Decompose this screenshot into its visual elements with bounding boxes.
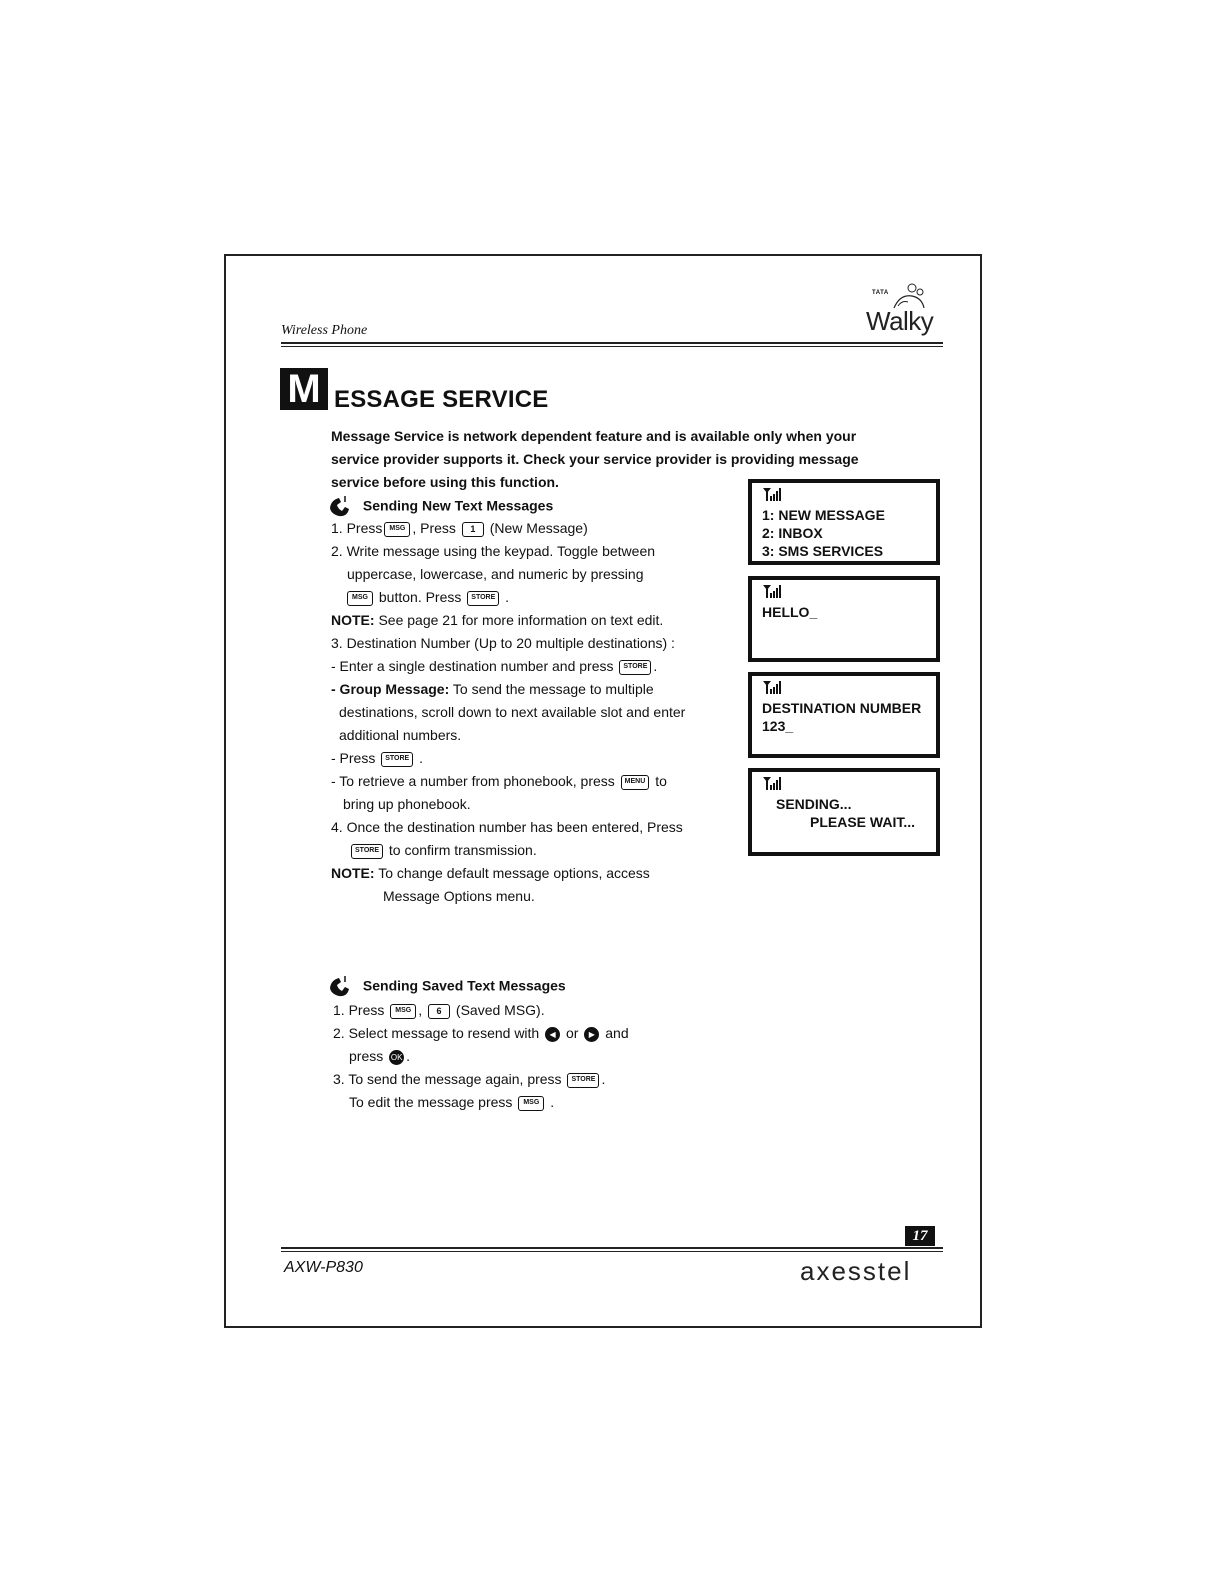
new-step-4-line-2 — [349, 842, 537, 859]
saved-step-3-2b: . — [550, 1094, 555, 1110]
saved-step-2-line-2 — [349, 1048, 410, 1065]
store-key: STORE — [467, 591, 499, 606]
msg-key: MSG — [347, 591, 373, 606]
right-arrow-icon: ▶ — [584, 1027, 599, 1042]
new-step-2-line-1: 2. Write message using the keypad. Toggle between — [331, 543, 656, 559]
signal-icon — [762, 584, 926, 603]
retrieve-line-2: bring up phonebook. — [343, 796, 471, 812]
sending-saved-heading — [327, 974, 566, 1000]
retrieve-text: - To retrieve a number from phonebook, press — [331, 773, 615, 789]
signal-icon — [762, 680, 926, 699]
logo-tata-text: TATA — [872, 290, 889, 296]
note-2-label: NOTE: — [331, 865, 375, 881]
saved-step-3 — [333, 1071, 605, 1088]
retrieve-to: to — [655, 773, 667, 789]
sending-new-title: Sending New Text Messages — [362, 497, 554, 514]
screen-1-line-2: 2: INBOX — [762, 525, 823, 541]
note-1-label: NOTE: — [331, 612, 375, 628]
screen-3-line-1: DESTINATION NUMBER — [762, 700, 922, 716]
new-step-3: 3. Destination Number (Up to 20 multiple destinations) : — [331, 635, 675, 651]
sending-new-heading — [327, 494, 553, 520]
msg-key: MSG — [390, 1004, 416, 1019]
ok-key: OK — [389, 1050, 404, 1065]
logo-walky-text: Walky — [866, 306, 934, 336]
new-step-2-c: button. Press — [378, 589, 462, 605]
screen-1-line-1: 1: NEW MESSAGE — [762, 507, 885, 523]
new-step-3-single-text: - Enter a single destination number and press — [331, 658, 614, 674]
menu-key: MENU — [621, 775, 650, 790]
msg-key: MSG — [384, 522, 410, 537]
saved-step-2 — [333, 1025, 629, 1042]
store-key: STORE — [567, 1073, 599, 1088]
group-message — [331, 681, 654, 697]
saved-step-2-or: or — [566, 1025, 579, 1041]
saved-step-3-a: 3. To send the message again, press — [333, 1071, 562, 1087]
press-store-b: . — [419, 750, 424, 766]
note-2-line-2: Message Options menu. — [383, 888, 535, 904]
saved-step-3-line-2 — [349, 1094, 554, 1111]
screen-2-line-1: HELLO_ — [762, 604, 818, 620]
group-message-line-3: additional numbers. — [339, 727, 462, 743]
page-title: ESSAGE SERVICE — [334, 386, 549, 413]
saved-step-1-sep: , — [418, 1002, 423, 1018]
press-store — [331, 750, 423, 767]
screen-compose — [748, 576, 940, 662]
new-step-2-line-2: uppercase, lowercase, and numeric by pressing — [347, 566, 644, 582]
phone-handset-icon — [327, 974, 353, 1000]
saved-step-3-b: . — [601, 1071, 606, 1087]
saved-step-1 — [333, 1002, 545, 1019]
footer-rule — [281, 1247, 943, 1249]
model-number: AXW-P830 — [284, 1259, 363, 1276]
screen-sending — [748, 768, 940, 856]
signal-icon — [762, 487, 926, 506]
screen-1-line-3: 3: SMS SERVICES — [762, 543, 884, 559]
header-title: Wireless Phone — [281, 323, 368, 338]
store-key: STORE — [381, 752, 413, 767]
footer-rule-thin — [281, 1251, 943, 1252]
key-6: 6 — [428, 1004, 450, 1019]
new-step-4-b: to confirm transmission. — [388, 842, 537, 858]
press-store-a: - Press — [331, 750, 376, 766]
intro-line-1: Message Service is network dependent feature and is available only when your — [331, 428, 857, 444]
page-number: 17 — [905, 1226, 935, 1246]
header-rule-thin — [281, 346, 943, 347]
intro-line-3: service before using this function. — [331, 474, 559, 490]
new-step-4: 4. Once the destination number has been entered, Press — [331, 819, 683, 835]
new-step-1-c: (New Message) — [489, 520, 588, 536]
screen-4-line-1: SENDING... — [776, 796, 852, 812]
note-2-text: To change default message options, access — [374, 865, 650, 881]
new-step-1-a: 1. Press — [331, 520, 383, 536]
sending-saved-title: Sending Saved Text Messages — [362, 977, 566, 994]
group-message-label: - Group Message: — [331, 681, 450, 697]
new-step-2-d: . — [505, 589, 510, 605]
saved-step-3-2a: To edit the message press — [349, 1094, 513, 1110]
saved-step-1-a: 1. Press — [333, 1002, 385, 1018]
note-1-text: See page 21 for more information on text edit. — [374, 612, 664, 628]
note-1 — [331, 612, 663, 628]
saved-step-2-and: and — [605, 1025, 629, 1041]
group-message-line-2: destinations, scroll down to next available slot and enter — [339, 704, 686, 720]
saved-step-2-end: . — [406, 1048, 411, 1064]
saved-step-1-b: (Saved MSG). — [455, 1002, 545, 1018]
brand-logo: axesstel — [800, 1256, 912, 1286]
screen-message-menu — [748, 479, 940, 565]
new-step-1 — [331, 520, 588, 537]
screen-destination — [748, 672, 940, 758]
header-rule — [281, 342, 943, 344]
new-step-3-single-end: . — [653, 658, 658, 674]
new-step-2-line-3 — [345, 589, 509, 606]
retrieve-number — [331, 773, 667, 790]
phone-handset-icon — [327, 494, 353, 520]
left-arrow-icon: ◀ — [545, 1027, 560, 1042]
screen-3-line-2: 123_ — [762, 718, 794, 734]
store-key: STORE — [351, 844, 383, 859]
new-step-3-single — [331, 658, 657, 675]
saved-step-2-press: press — [349, 1048, 384, 1064]
saved-step-2-a: 2. Select message to resend with — [333, 1025, 540, 1041]
signal-icon — [762, 776, 926, 795]
intro-line-2: service provider supports it. Check your service provider is providing message — [331, 451, 859, 467]
store-key: STORE — [619, 660, 651, 675]
title-initial: M — [280, 368, 328, 410]
new-step-1-b: , Press — [412, 520, 456, 536]
key-1: 1 — [462, 522, 484, 537]
group-message-text: To send the message to multiple — [449, 681, 654, 697]
screen-4-line-2: PLEASE WAIT... — [810, 814, 916, 830]
msg-key: MSG — [518, 1096, 544, 1111]
note-2 — [331, 865, 650, 881]
walky-logo — [836, 278, 946, 340]
